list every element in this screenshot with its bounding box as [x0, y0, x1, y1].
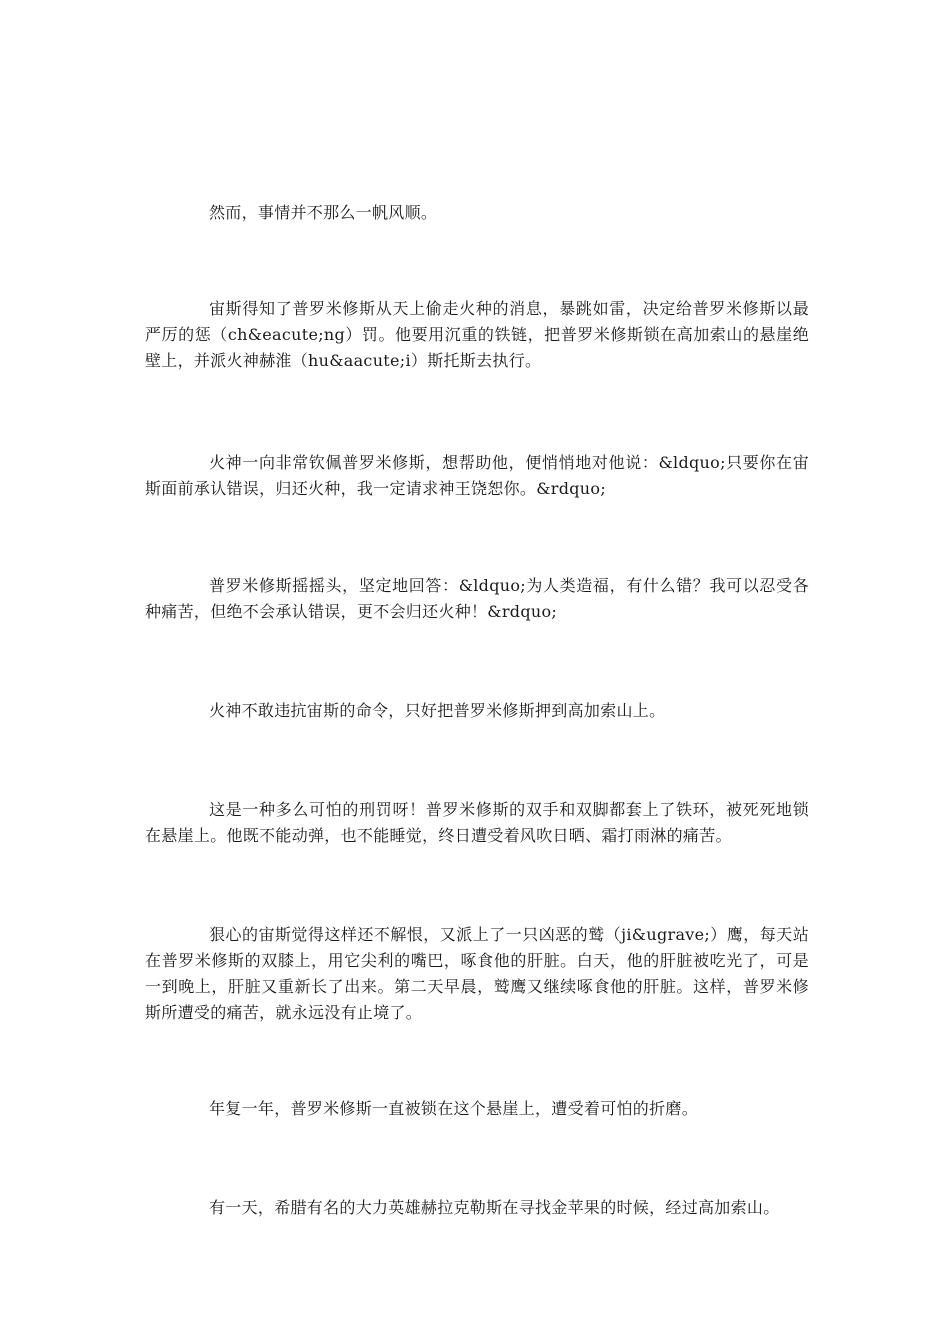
paragraph: 火神不敢违抗宙斯的命令，只好把普罗米修斯押到高加索山上。	[209, 701, 666, 720]
paragraph: 宙斯得知了普罗米修斯从天上偷走火种的消息，暴跳如雷，决定给普罗米修斯以最严厉的惩（ch&eacute;ng）罚。他要用沉重的铁链，把普罗米修斯锁在高加索山的悬崖绝壁上，并派火神赫淮（hu&aacute;i）斯托斯去执行。	[145, 299, 809, 370]
paragraph: 有一天，希腊有名的大力英雄赫拉克勒斯在寻找金苹果的时候，经过高加索山。	[209, 1198, 780, 1217]
paragraph: 年复一年，普罗米修斯一直被锁在这个悬崖上，遭受着可怕的折磨。	[209, 1099, 699, 1118]
paragraph: 普罗米修斯摇摇头，坚定地回答：&ldquo;为人类造福，有什么错？我可以忍受各种痛苦，但绝不会承认错误，更不会归还火种！&rdquo;	[145, 576, 809, 621]
paragraph: 然而，事情并不那么一帆风顺。	[209, 203, 438, 222]
paragraph: 火神一向非常钦佩普罗米修斯，想帮助他，便悄悄地对他说：&ldquo;只要你在宙斯面前承认错误，归还火种，我一定请求神王饶恕你。&rdquo;	[145, 453, 809, 498]
paragraph: 这是一种多么可怕的刑罚呀！普罗米修斯的双手和双脚都套上了铁环，被死死地锁在悬崖上。他既不能动弹，也不能睡觉，终日遭受着风吹日晒、霜打雨淋的痛苦。	[145, 800, 809, 845]
paragraph: 狠心的宙斯觉得这样还不解恨，又派上了一只凶恶的鹫（ji&ugrave;）鹰，每天站在普罗米修斯的双膝上，用它尖利的嘴巴，啄食他的肝脏。白天，他的肝脏被吃光了，可是一到晚上，肝脏又重新长了出来。第二天早晨，鹫鹰又继续啄食他的肝脏。这样，普罗米修斯所遭受的痛苦，就永远没有止境了。	[145, 925, 809, 1022]
